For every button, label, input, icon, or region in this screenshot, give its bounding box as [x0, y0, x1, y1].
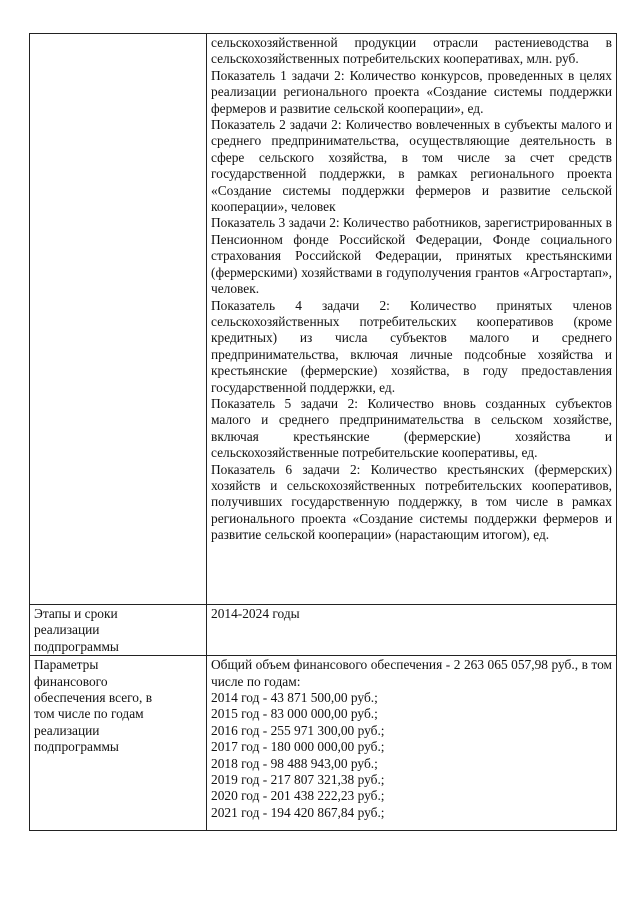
- indicator-1: Показатель 1 задачи 2: Количество конкурсов, проведенных в целях реализации регионального проекта «Создание системы поддержки фермеров и развитие сельской кооперации», ед.: [211, 67, 612, 116]
- table-row: [30, 605, 617, 656]
- stages-value-cell: [207, 605, 617, 656]
- indicators-cell: [207, 34, 617, 605]
- indicator-2: Показатель 2 задачи 2: Количество вовлеченных в субъекты малого и среднего предпринимательства, осуществляющие деятельность в сфере сельского хозяйства, в том числе за счет средств государственной поддержки, в рамках регионального проекта «Создание системы поддержки фермеров и развитие сельской кооперации», человек: [211, 117, 612, 215]
- subprogram-passport-table: [29, 33, 617, 831]
- finance-label-line: Параметры: [34, 657, 99, 673]
- finance-year-item: 2014 год - 43 871 500,00 руб.;: [211, 690, 378, 706]
- indicator-4: Показатель 4 задачи 2: Количество принятых членов сельскохозяйственных потребительских кооперативов (кроме кредитных) из числа субъектов малого и среднего предпринимательства, включая личные подсобные хозяйства и крестьянские (фермерские) хозяйства, в году предоставления государственной поддержки, ед.: [211, 297, 612, 395]
- finance-year-item: 2016 год - 255 971 300,00 руб.;: [211, 722, 385, 738]
- finance-year-item: 2017 год - 180 000 000,00 руб.;: [211, 739, 385, 755]
- finance-year-item: 2015 год - 83 000 000,00 руб.;: [211, 706, 378, 722]
- finance-year-item: 2021 год - 194 420 867,84 руб.;: [211, 804, 385, 820]
- indicator-5: Показатель 5 задачи 2: Количество вновь созданных субъектов малого и среднего предпринимательства в сельском хозяйстве, включая крестьянские (фермерские) хозяйства и сельскохозяйственные потребительские кооперативы, ед.: [211, 395, 612, 461]
- stages-label-line: подпрограммы: [34, 638, 119, 654]
- finance-year-item: 2019 год - 217 807 321,38 руб.;: [211, 772, 385, 788]
- finance-year-item: 2018 год - 98 488 943,00 руб.;: [211, 755, 378, 771]
- indicator-6: Показатель 6 задачи 2: Количество крестьянских (фермерских) хозяйств и сельскохозяйственных потребительских кооперативов, получивших государственную поддержку, в том числе в рамках регионального проекта «Создание системы поддержки фермеров и развитие сельской кооперации» (нарастающим итогом), ед.: [211, 461, 612, 543]
- stages-label-line: Этапы и сроки: [34, 606, 118, 621]
- indicator-3: Показатель 3 задачи 2: Количество работников, зарегистрированных в Пенсионном фонде Российской Федерации, Фонде социального страхования Российской Федерации, принятых крестьянскими (фермерскими) хозяйствами в годуполучения грантов «Агростартап», человек.: [211, 215, 612, 297]
- indicator-continuation: сельскохозяйственной продукции отрасли растениеводства в сельскохозяйственных потребительских кооперативах, млн. руб.: [211, 35, 612, 67]
- stages-label-cell: [30, 605, 207, 656]
- finance-total: Общий объем финансового обеспечения - 2 263 065 057,98 руб., в том числе по годам:: [211, 657, 612, 689]
- stages-value: 2014-2024 годы: [211, 606, 300, 621]
- finance-label-cell: [30, 656, 207, 831]
- finance-year-item: 2020 год - 201 438 222,23 руб.;: [211, 788, 385, 804]
- finance-label-line: финансового: [34, 673, 108, 689]
- finance-label-line: том числе по годам: [34, 706, 144, 722]
- table-row: [30, 656, 617, 831]
- table-row: [30, 34, 617, 605]
- stages-label-line: реализации: [34, 622, 100, 638]
- row-label-cell: [30, 34, 207, 605]
- finance-label-line: обеспечения всего, в: [34, 690, 153, 706]
- finance-label-line: подпрограммы: [34, 739, 119, 755]
- finance-label-line: реализации: [34, 722, 100, 738]
- finance-value-cell: [207, 656, 617, 831]
